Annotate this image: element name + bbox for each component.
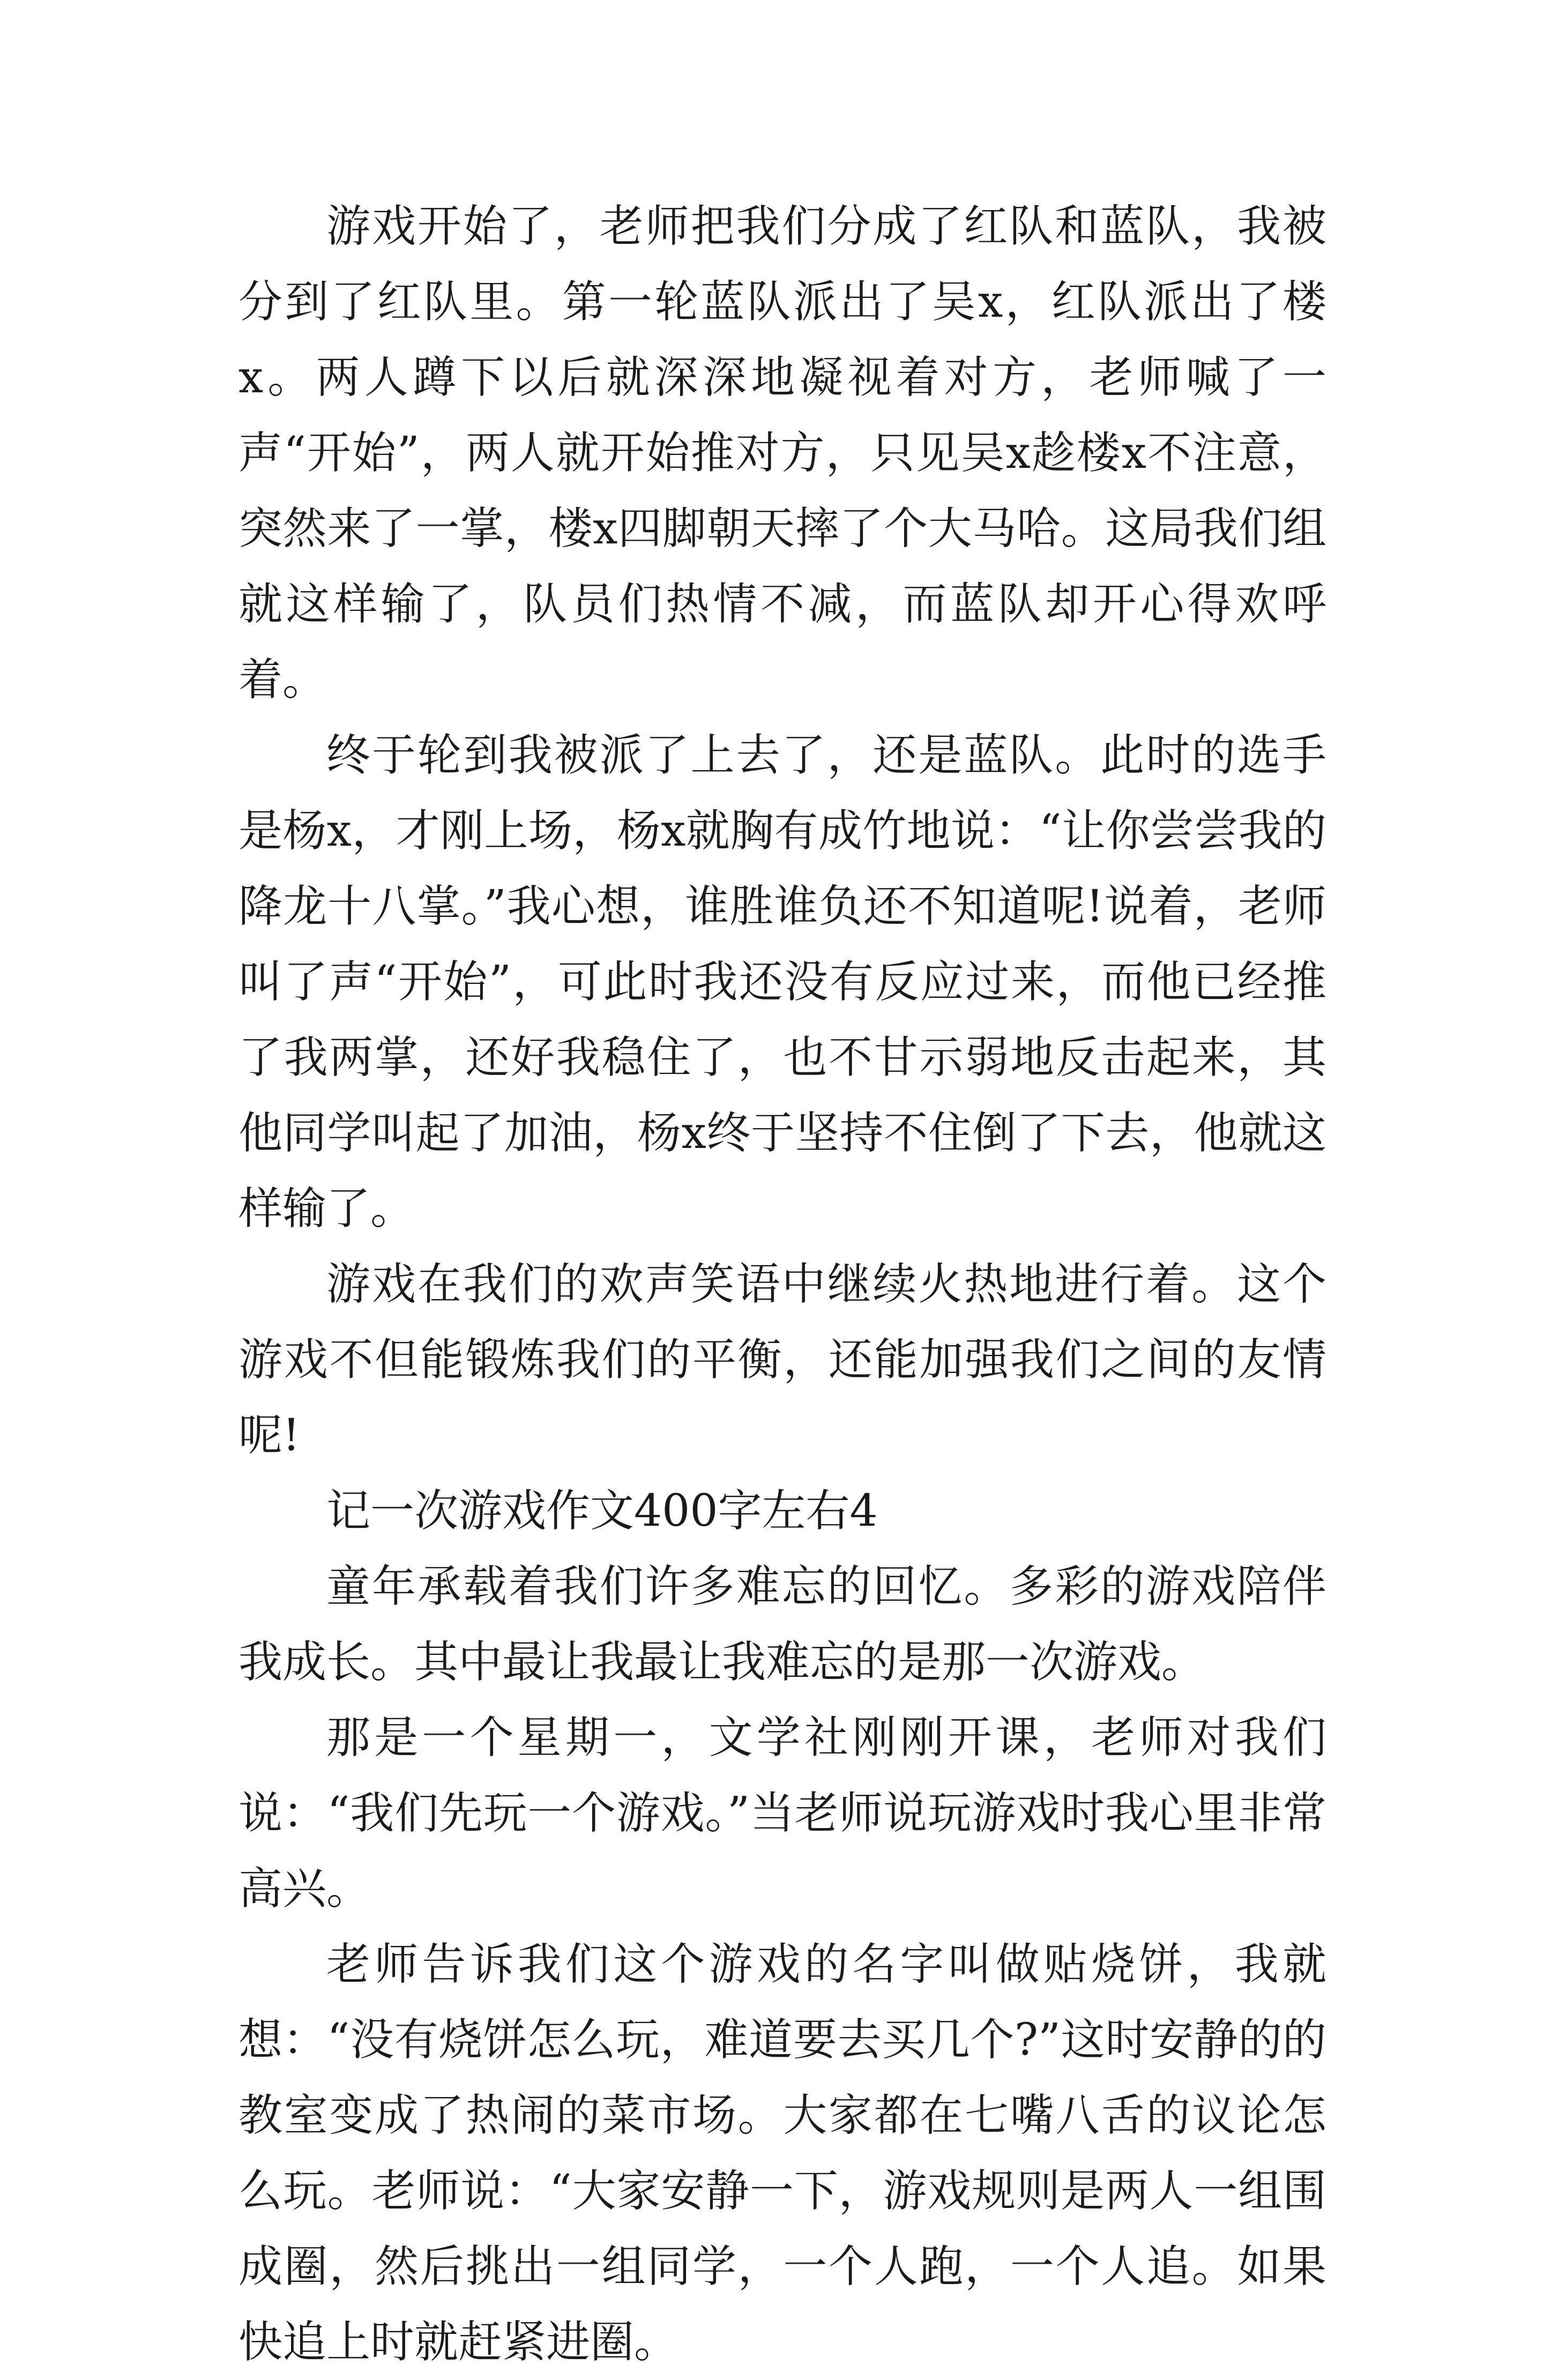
paragraph-3: 游戏在我们的欢声笑语中继续火热地进行着。这个游戏不但能锻炼我们的平衡，还能加强我们之间的友情呢! <box>238 1259 1326 1461</box>
paragraph-6: 老师告诉我们这个游戏的名字叫做贴烧饼，我就想：“没有烧饼怎么玩，难道要去买几个?”这时安静的的教室变成了热闹的菜市场。大家都在七嘴八舌的议论怎么玩。老师说：“大家安静一下，游戏规则是两人一组围成圈，然后挑出一组同学，一个人跑，一个人追。如果快追上时就赶紧进圈。 <box>238 1939 1326 2368</box>
paragraph-1: 游戏开始了，老师把我们分成了红队和蓝队，我被分到了红队里。第一轮蓝队派出了吴x，红队派出了楼x。两人蹲下以后就深深地凝视着对方，老师喊了一声“开始”，两人就开始推对方，只见吴x趁楼x不注意，突然来了一掌，楼x四脚朝天摔了个大马哈。这局我们组就这样输了，队员们热情不减，而蓝队却开心得欢呼着。 <box>238 201 1326 705</box>
paragraph-4: 童年承载着我们许多难忘的回忆。多彩的游戏陪伴我成长。其中最让我最让我难忘的是那一次游戏。 <box>238 1561 1326 1688</box>
paragraph-5: 那是一个星期一，文学社刚刚开课，老师对我们说：“我们先玩一个游戏。”当老师说玩游戏时我心里非常高兴。 <box>238 1712 1326 1914</box>
paragraph-2: 终于轮到我被派了上去了，还是蓝队。此时的选手是杨x，才刚上场，杨x就胸有成竹地说：“让你尝尝我的降龙十八掌。”我心想，谁胜谁负还不知道呢!说着，老师叫了声“开始”，可此时我还没有反应过来，而他已经推了我两掌，还好我稳住了，也不甘示弱地反击起来，其他同学叫起了加油，杨x终于坚持不住倒了下去，他就这样输了。 <box>238 730 1326 1234</box>
document-body <box>238 189 1326 2380</box>
section-heading: 记一次游戏作文400字左右4 <box>326 1486 878 1536</box>
